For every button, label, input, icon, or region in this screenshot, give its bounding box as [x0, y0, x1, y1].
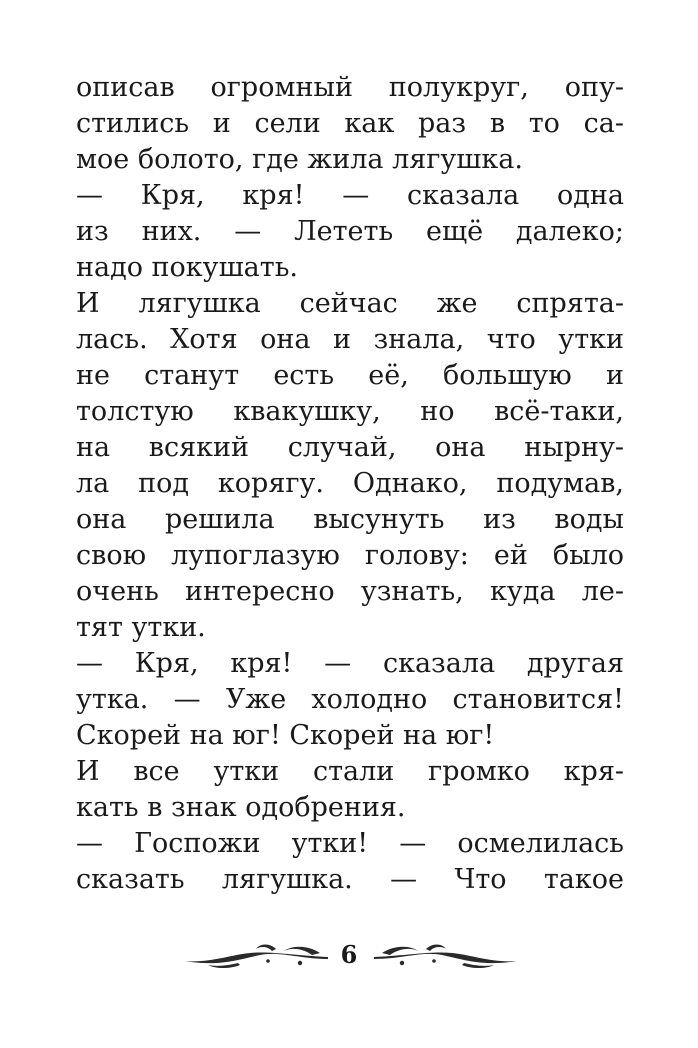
- left-flourish-ornament: [180, 941, 330, 971]
- text-line: она решила высунуть из воды: [76, 504, 624, 535]
- text-line: надо покушать.: [76, 252, 298, 283]
- text-line: Скорей на юг! Скорей на юг!: [76, 720, 495, 751]
- paragraph-first-line: описав огромный полукруг, опу-: [76, 72, 624, 103]
- text-line: лась. Хотя она и знала, что утки: [76, 324, 624, 355]
- paragraph-first-line: — Госпожи утки! — осмелилась: [76, 828, 624, 859]
- text-line: тят утки.: [76, 612, 206, 643]
- text-line: мое болото, где жила лягушка.: [76, 144, 523, 175]
- text-line: сказать лягушка. — Что такое: [76, 864, 624, 895]
- paragraph-first-line: — Кря, кря! — сказала одна: [76, 180, 624, 211]
- text-line: стились и сели как раз в то са-: [76, 108, 624, 139]
- text-line: утка. — Уже холодно становится!: [76, 684, 624, 715]
- page-number: 6: [340, 940, 358, 969]
- text-line: не станут есть её, большую и: [76, 360, 624, 391]
- paragraph-first-line: — Кря, кря! — сказала другая: [76, 648, 624, 679]
- paragraph-first-line: И все утки стали громко кря-: [76, 756, 624, 787]
- paragraph-first-line: И лягушка сейчас же спрята-: [76, 288, 624, 319]
- text-line: на всякий случай, она нырну-: [76, 432, 624, 463]
- page-text: [76, 70, 624, 898]
- text-line: очень интересно узнать, куда ле-: [76, 576, 624, 607]
- text-line: толстую квакушку, но всё-таки,: [76, 396, 624, 427]
- right-flourish-ornament: [372, 941, 522, 971]
- text-line: ла под корягу. Однако, подумав,: [76, 468, 624, 499]
- page-footer: [0, 935, 698, 985]
- text-line: из них. — Лететь ещё далеко;: [76, 216, 624, 247]
- text-line: свою лупоглазую голову: ей было: [76, 540, 624, 571]
- text-line: кать в знак одобрения.: [76, 792, 406, 823]
